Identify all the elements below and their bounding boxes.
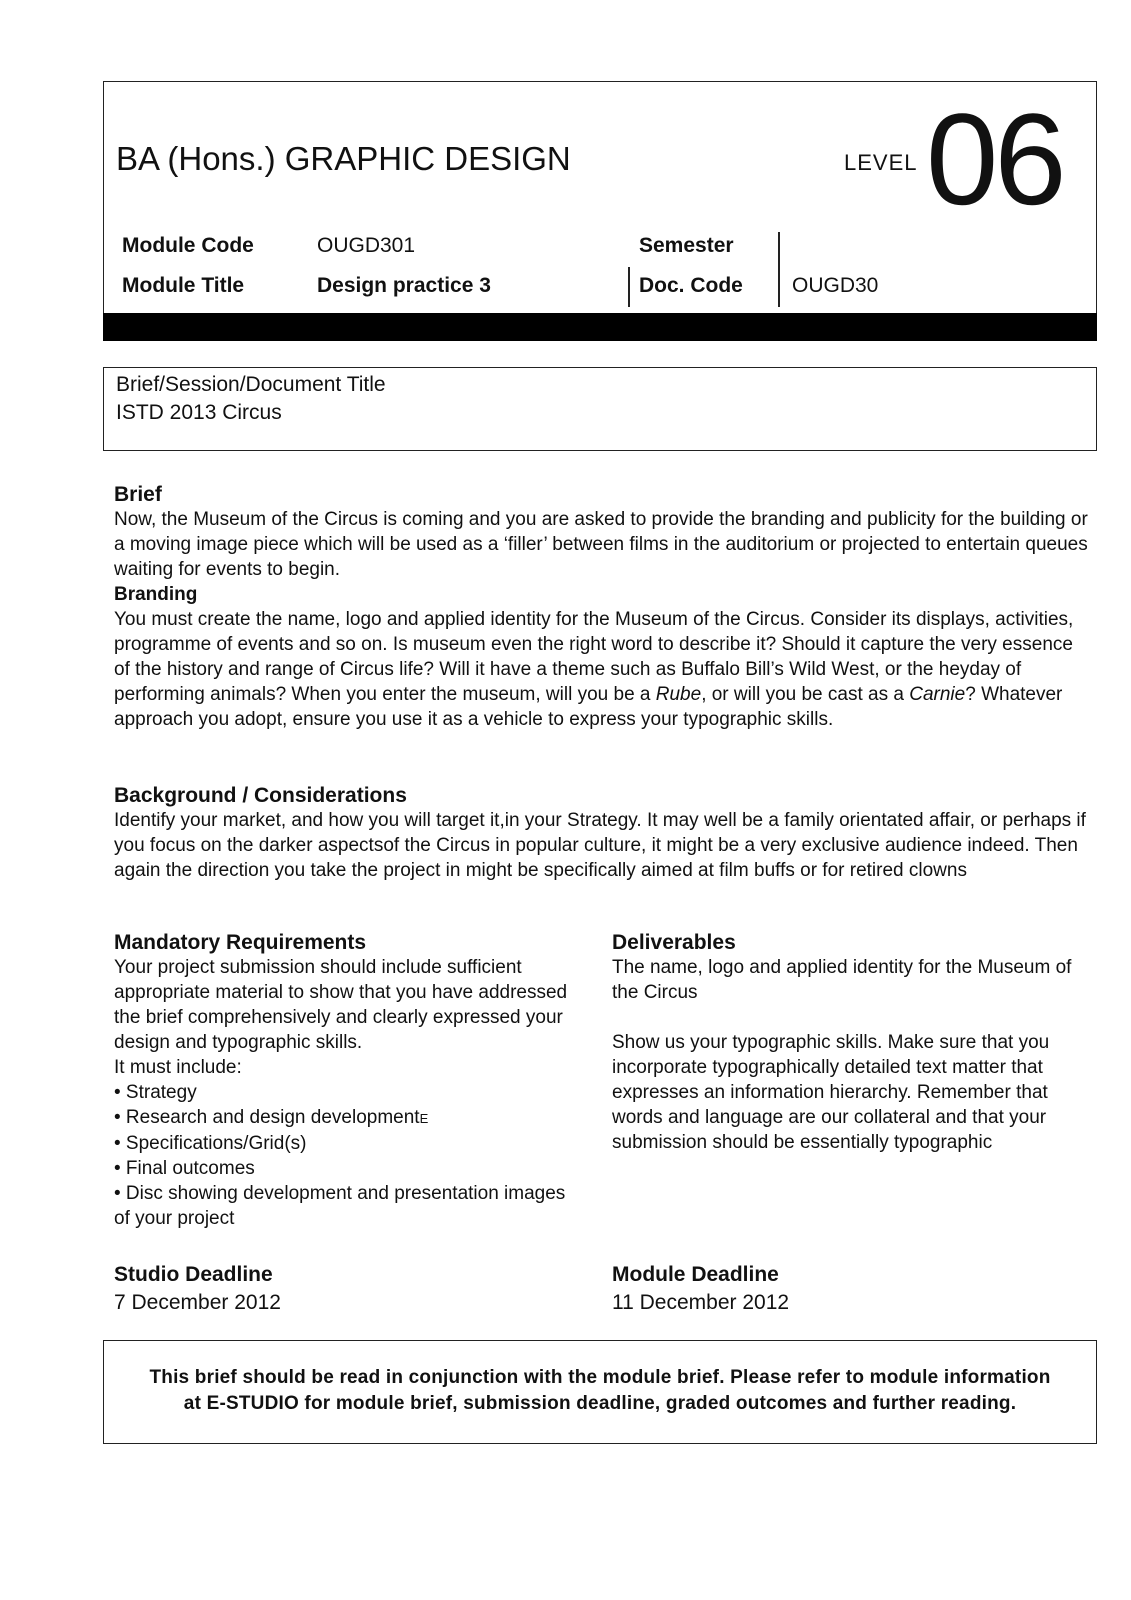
brief-text: Now, the Museum of the Circus is coming and you are asked to provide the branding and publicity for the building or a moving image piece which will be used as a ‘filler’ between films in the auditorium or projected to entertain queues waiting for events to begin. <box>114 509 1088 580</box>
document-title-label: Brief/Session/Document Title <box>116 373 386 396</box>
background-section <box>114 783 1094 883</box>
studio-deadline-value: 7 December 2012 <box>114 1291 281 1314</box>
mandatory-requirements-section <box>114 930 584 1231</box>
header-divider-left <box>628 267 630 307</box>
header-divider-right <box>778 232 780 307</box>
mandatory-item: • Strategy <box>114 1082 197 1103</box>
brief-heading: Brief <box>114 483 162 506</box>
mandatory-item-text: • Research and design development <box>114 1107 420 1128</box>
footer-note-line-2: at E-STUDIO for module brief, submission deadline, graded outcomes and further reading. <box>183 1393 1017 1414</box>
document-title-box <box>103 367 1097 451</box>
module-title-value: Design practice 3 <box>317 274 491 297</box>
branding-rube: Rube <box>655 684 702 705</box>
studio-deadline <box>114 1261 281 1317</box>
deliverables-heading: Deliverables <box>612 931 736 954</box>
level-label: LEVEL <box>844 150 918 175</box>
branding-text-part-3: ? Whatever approach you adopt, ensure you use it as a vehicle to express your typographic skills. <box>114 684 1063 730</box>
mandatory-heading: Mandatory Requirements <box>114 931 367 954</box>
module-code-value: OUGD301 <box>317 234 416 257</box>
module-title-label: Module Title <box>122 274 245 297</box>
footer-note-line-1: This brief should be read in conjunction with the module brief. Please refer to module information <box>149 1367 1051 1388</box>
deliverables-text-1: The name, logo and applied identity for the Museum of the Circus <box>612 957 1072 1003</box>
doc-code-value: OUGD30 <box>792 274 879 297</box>
mandatory-item <box>114 1105 584 1131</box>
background-text: Identify your market, and how you will target it,in your Strategy. It may well be a family orientated affair, or perhaps if you focus on the darker aspectsof the Circus in popular culture, it might be a very exclusive audience indeed. Then again the direction you take the project in might be specifically aimed at film buffs or for retired clowns <box>114 810 1086 881</box>
document-title-value: ISTD 2013 Circus <box>116 401 282 424</box>
mandatory-text: Your project submission should include sufficient appropriate material to show that you have addressed the brief comprehensively and clearly expressed your design and typographic skills. <box>114 957 568 1053</box>
program-title: BA (Hons.) GRAPHIC DESIGN <box>116 140 571 177</box>
branding-text <box>114 607 1094 732</box>
module-deadline-label: Module Deadline <box>612 1263 779 1286</box>
branding-heading: Branding <box>114 584 198 605</box>
header-black-bar <box>103 313 1097 341</box>
mandatory-item: • Disc showing development and presentation images of your project <box>114 1183 566 1229</box>
level-number: 06 <box>926 86 1063 232</box>
semester-label: Semester <box>639 234 734 257</box>
branding-text-part-2: , or will you be cast as a <box>701 684 910 705</box>
branding-text-part-1: You must create the name, logo and applied identity for the Museum of the Circus. Consider its displays, activities, programme of events and so on. Is museum even the right word to describe it? Should it capture the very essence of the history and range of Circus life? Will it have a theme such as Buffalo Bill’s Wild West, or the heyday of performing animals? When you enter the museum, will you be a <box>114 609 1074 705</box>
deliverables-text-2: Show us your typographic skills. Make sure that you incorporate typographically detailed text matter that expresses an information hierarchy. Remember that words and language are our collateral and that your submission should be essentially typographic <box>612 1032 1050 1153</box>
mandatory-intro: It must include: <box>114 1057 242 1078</box>
header-box <box>103 81 1097 341</box>
module-deadline-value: 11 December 2012 <box>612 1291 790 1314</box>
branding-carnie: Carnie <box>909 684 966 705</box>
footer-note-box <box>103 1340 1097 1444</box>
studio-deadline-label: Studio Deadline <box>114 1263 273 1286</box>
stray-mark: E <box>419 1111 429 1126</box>
mandatory-item: • Final outcomes <box>114 1158 255 1179</box>
brief-section <box>114 482 1094 732</box>
doc-code-label: Doc. Code <box>639 274 743 297</box>
module-code-label: Module Code <box>122 234 254 257</box>
deliverables-section <box>612 930 1082 1155</box>
module-deadline <box>612 1261 789 1317</box>
background-heading: Background / Considerations <box>114 784 407 807</box>
mandatory-item: • Specifications/Grid(s) <box>114 1133 307 1154</box>
